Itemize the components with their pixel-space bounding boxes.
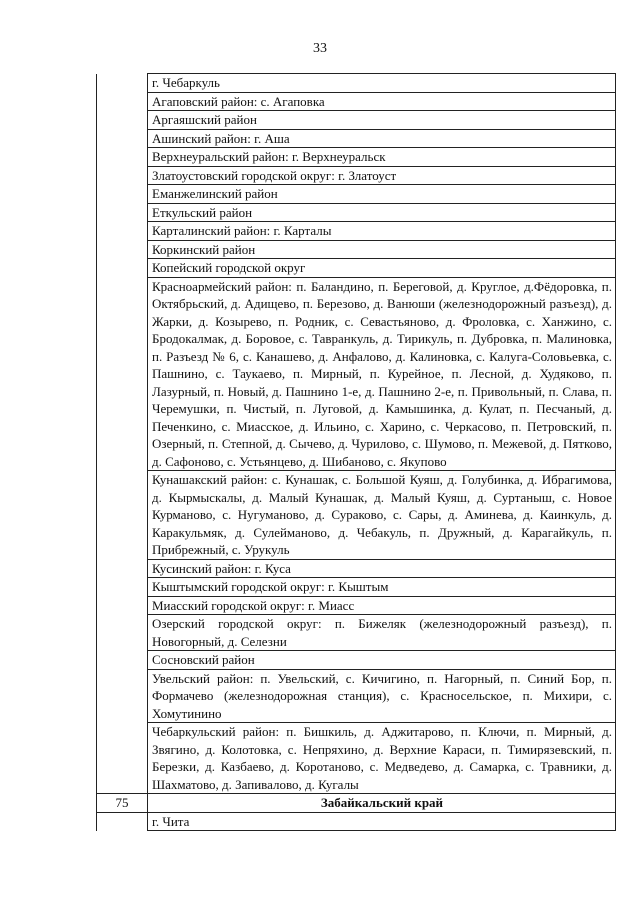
table-row	[97, 111, 616, 130]
settlement-text-cell: Карталинский район: г. Карталы	[148, 222, 616, 241]
row-number-cell	[97, 166, 148, 185]
table-row	[97, 812, 616, 831]
table-row	[97, 615, 616, 651]
settlement-text-cell: Кунашакский район: с. Кунашак, с. Большой Куяш, д. Голубинка, д. Ибрагимова, д. Кырмыскалы, д. Малый Кунашак, д. Малый Куяш, д. Суртаныш, с. Новое Курманово, с. Нугуманово, д. Сураково, с. Сары, д. Аминева, д. Каинкуль, д. Каракульмяк, д. Сулейманово, д. Чебакуль, п. Дружный, д. Карагайкуль, п. Прибрежный, с. Урукуль	[148, 471, 616, 560]
settlement-text-cell: Чебаркульский район: п. Бишкиль, д. Аджитарово, п. Ключи, п. Мирный, д. Звягино, д. Колотовка, с. Непряхино, д. Верхние Караси, п. Тимирязевский, п. Березки, д. Казбаево, д. Коротаново, с. Медведево, д. Самарка, с. Травники, д. Шахматово, д. Запивалово, д. Кугалы	[148, 723, 616, 794]
settlement-text-cell: Верхнеуральский район: г. Верхнеуральск	[148, 148, 616, 167]
table-row	[97, 578, 616, 597]
row-number-cell	[97, 259, 148, 278]
row-number-cell	[97, 471, 148, 560]
settlement-text-cell: Красноармейский район: п. Баландино, п. Береговой, д. Круглое, д.Фёдоровка, п. Октябрьский, д. Адищево, п. Березово, д. Ванюши (железнодорожный разъезд), д. Жарки, д. Козырево, п. Родник, с. Севастьяново, д. Фроловка, с. Ханжино, с. Бродокалмак, д. Боровое, с. Тавранкуль, д. Тирикуль, п. Дубровка, п. Малиновка, п. Разъезд № 6, с. Канашево, д. Анфалово, д. Калиновка, с. Калуга-Соловьевка, с. Пашнино, с. Таукаево, п. Мирный, п. Курейное, п. Лесной, д. Худяково, п. Лазурный, п. Новый, д. Пашнино 1-е, д. Пашнино 2-е, п. Привольный, п. Слава, п. Черемушки, п. Чистый, п. Луговой, д. Камышинка, д. Кулат, п. Песчаный, д. Печенкино, с. Миасское, д. Ильино, с. Харино, с. Черкасово, п. Петровский, п. Озерный, п. Степной, д. Сычево, д. Чурилово, с. Шумово, п. Межевой, д. Пятково, д. Сафоново, с. Устьянцево, д. Шибаново, с. Якупово	[148, 277, 616, 471]
settlement-text-cell: Златоустовский городской округ: г. Златоуст	[148, 166, 616, 185]
settlement-text-cell: Сосновский район	[148, 651, 616, 670]
row-number-cell	[97, 812, 148, 831]
table-row	[97, 222, 616, 241]
table-row	[97, 92, 616, 111]
settlement-text-cell: Коркинский район	[148, 240, 616, 259]
row-number-cell	[97, 129, 148, 148]
row-number-cell	[97, 559, 148, 578]
settlement-text-cell: Еткульский район	[148, 203, 616, 222]
region-name-cell: Забайкальский край	[148, 794, 616, 813]
row-number-cell	[97, 669, 148, 723]
table-row	[97, 259, 616, 278]
row-number-cell: 75	[97, 794, 148, 813]
page-number: 33	[313, 41, 327, 56]
row-number-cell	[97, 240, 148, 259]
settlement-text-cell: г. Чебаркуль	[148, 74, 616, 93]
row-number-cell	[97, 111, 148, 130]
settlement-text-cell: Агаповский район: с. Агаповка	[148, 92, 616, 111]
table-row	[97, 129, 616, 148]
row-number-cell	[97, 723, 148, 794]
row-number-cell	[97, 92, 148, 111]
row-number-cell	[97, 185, 148, 204]
row-number-cell	[97, 578, 148, 597]
row-number-cell	[97, 148, 148, 167]
settlement-text-cell: Аргаяшский район	[148, 111, 616, 130]
row-number-cell	[97, 277, 148, 471]
settlement-text-cell: Еманжелинский район	[148, 185, 616, 204]
table-row	[97, 185, 616, 204]
row-number-cell	[97, 74, 148, 93]
settlement-text-cell: Ашинский район: г. Аша	[148, 129, 616, 148]
table-row	[97, 240, 616, 259]
row-number-cell	[97, 596, 148, 615]
region-header-row	[97, 794, 616, 813]
settlement-text-cell: Увельский район: п. Увельский, с. Кичигино, п. Нагорный, п. Синий Бор, п. Формачево (железнодорожная станция), с. Красносельское, п. Михири, с. Хомутинино	[148, 669, 616, 723]
table-row	[97, 669, 616, 723]
table-row	[97, 651, 616, 670]
table-row	[97, 596, 616, 615]
settlement-text-cell: Копейский городской округ	[148, 259, 616, 278]
row-number-cell	[97, 651, 148, 670]
row-number-cell	[97, 203, 148, 222]
table-row	[97, 277, 616, 471]
settlement-text-cell: Кыштымский городской округ: г. Кыштым	[148, 578, 616, 597]
table-row	[97, 471, 616, 560]
table-row	[97, 559, 616, 578]
table-row	[97, 723, 616, 794]
settlement-text-cell: Миасский городской округ: г. Миасс	[148, 596, 616, 615]
settlement-text-cell: Кусинский район: г. Куса	[148, 559, 616, 578]
row-number-cell	[97, 222, 148, 241]
settlements-table	[96, 73, 616, 831]
table-row	[97, 166, 616, 185]
settlement-text-cell: Озерский городской округ: п. Бижеляк (железнодорожный разъезд), п. Новогорный, д. Селезни	[148, 615, 616, 651]
table-row	[97, 148, 616, 167]
settlement-text-cell: г. Чита	[148, 812, 616, 831]
table-row	[97, 74, 616, 93]
row-number-cell	[97, 615, 148, 651]
table-row	[97, 203, 616, 222]
